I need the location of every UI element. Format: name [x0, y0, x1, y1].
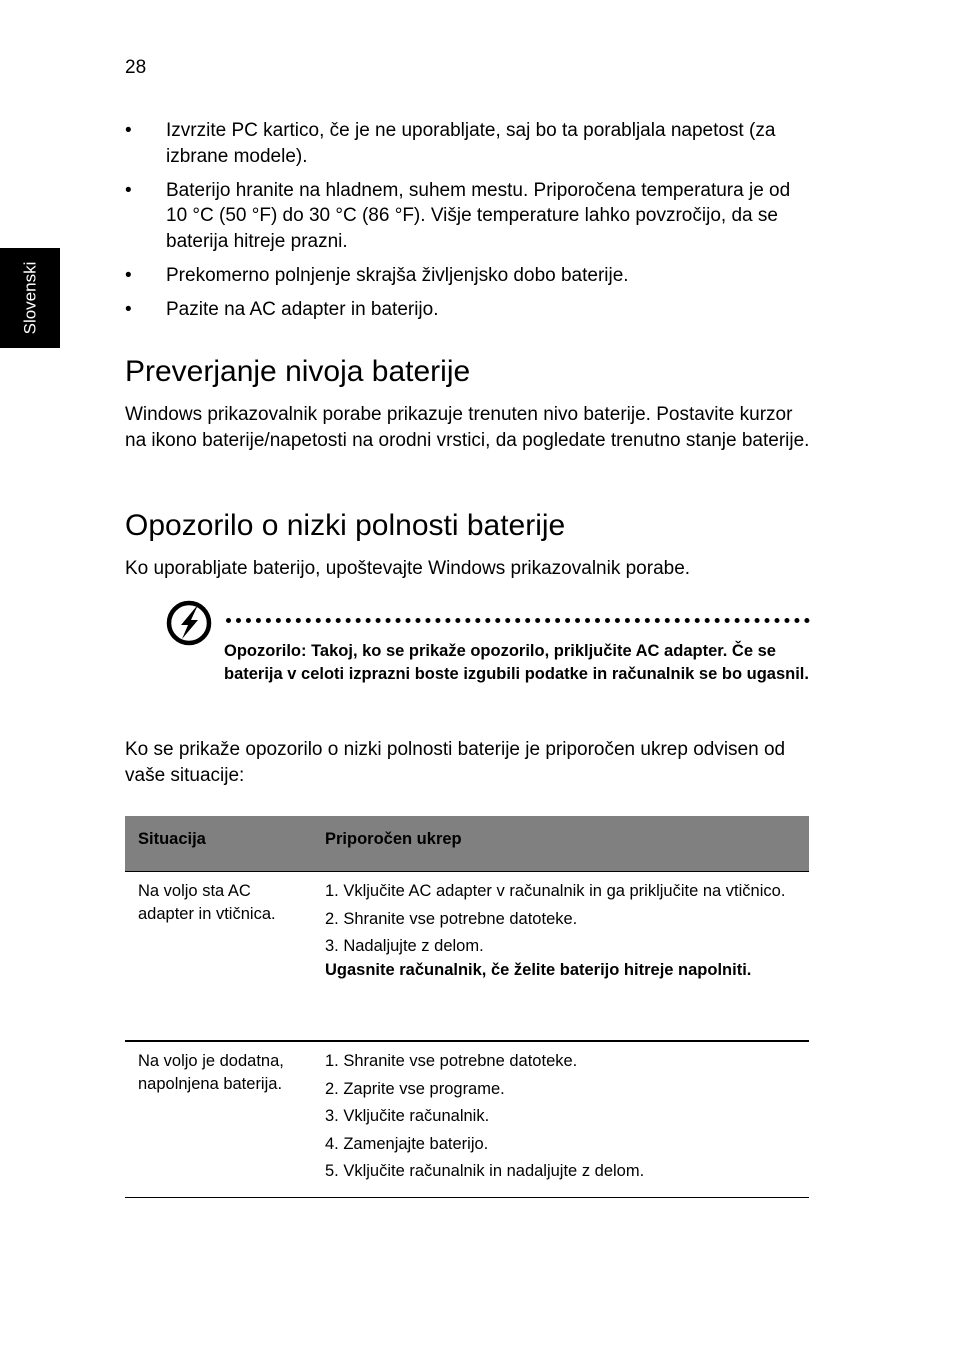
warning-divider [226, 618, 810, 623]
table-header [125, 816, 809, 872]
header-situation: Situacija [138, 830, 206, 848]
steps-list [325, 1050, 795, 1188]
list-item: • Baterijo hranite na hladnem, suhem mestu. Priporočena temperatura je od 10 °C (50 °F) do 30 °C (86 °F). Višje temperature lahko povzročijo, da se baterija hitreje prazni. [125, 178, 815, 255]
step-item: 1. Vključite AC adapter v računalnik in ga priključite na vtičnico. [325, 882, 786, 900]
step-item: 2. Shranite vse potrebne datoteke. [325, 909, 578, 928]
tips-list [125, 118, 815, 331]
table-row [125, 872, 809, 1042]
language-tab [0, 248, 60, 348]
low-battery-paragraph: Ko uporabljate baterijo, upoštevajte Windows prikazovalnik porabe. [125, 558, 691, 579]
page-number: 28 [125, 57, 147, 78]
step-item: 5. Vključite računalnik in nadaljujte z delom. [325, 1162, 645, 1180]
steps-list [325, 880, 795, 982]
step-item: 4. Zamenjajte baterijo. [325, 1134, 489, 1153]
step-note: Ugasnite računalnik, če želite baterijo hitreje napolniti. [325, 960, 752, 979]
warning-lightning-icon [166, 600, 212, 646]
list-item: • Izvrzite PC kartico, če je ne uporabljate, saj bo ta porabljala napetost (za izbrane modele). [125, 118, 815, 169]
list-item: • Prekomerno polnjenje skrajša življenjsko dobo baterije. [125, 263, 815, 289]
recommendation-table [125, 816, 809, 1198]
step-item: 2. Zaprite vse programe. [325, 1079, 505, 1098]
step-item: 1. Shranite vse potrebne datoteke. [325, 1052, 578, 1070]
language-tab-label: Slovenski [20, 261, 40, 335]
section-heading-low-battery: Opozorilo o nizki polnosti baterije [125, 509, 566, 542]
situation-cell: Na voljo je dodatna, napolnjena baterija. [138, 1052, 284, 1093]
section-heading-battery-level: Preverjanje nivoja baterije [125, 355, 471, 388]
battery-level-paragraph: Windows prikazovalnik porabe prikazuje trenuten nivo baterije. Postavite kurzor na ikono baterije/napetosti na orodni vrstici, da pogledate trenutno stanje baterije. [125, 404, 810, 451]
header-recommended-action: Priporočen ukrep [325, 830, 462, 848]
list-item: • Pazite na AC adapter in baterijo. [125, 297, 815, 323]
step-item: 3. Nadaljujte z delom. [325, 937, 484, 955]
situation-cell: Na voljo sta AC adapter in vtičnica. [138, 882, 276, 923]
warning-text: Opozorilo: Takoj, ko se prikaže opozorilo, priključite AC adapter. Če se baterija v celoti izprazni boste izgubili podatke in računalnik se bo ugasnil. [224, 642, 809, 683]
step-item: 3. Vključite računalnik. [325, 1107, 490, 1125]
table-row [125, 1042, 809, 1198]
situation-paragraph: Ko se prikaže opozorilo o nizki polnosti baterije je priporočen ukrep odvisen od vaše situacije: [125, 739, 786, 786]
